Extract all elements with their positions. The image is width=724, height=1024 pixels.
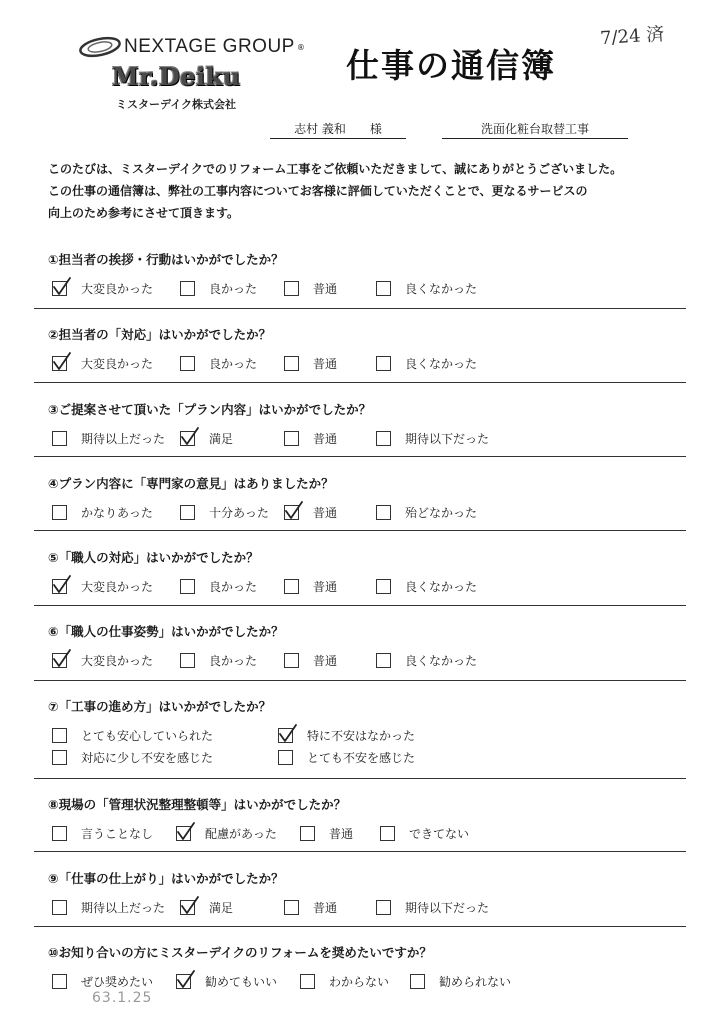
- question-label: ⑨「仕事の仕上がり」はいかがでしたか？: [48, 871, 284, 886]
- checkbox-unchecked[interactable]: [300, 826, 315, 841]
- option-label: 良くなかった: [405, 357, 478, 371]
- checkbox-unchecked[interactable]: [380, 826, 395, 841]
- question-label: ④プラン内容に「専門家の意見」はありましたか？: [48, 476, 334, 491]
- section-divider: [34, 605, 686, 606]
- question-label: ⑧現場の「管理状況整理整頓等」はいかがでしたか？: [48, 797, 347, 812]
- customer-name-field: 志村 義和 様: [270, 120, 406, 139]
- checkbox-unchecked[interactable]: [376, 579, 391, 594]
- checkbox-unchecked[interactable]: [52, 826, 67, 841]
- option-label: ぜひ奨めたい: [81, 975, 154, 989]
- option-checkbox-item[interactable]: [284, 504, 337, 521]
- option-label: 良かった: [209, 580, 258, 594]
- intro-line: この仕事の通信簿は、弊社の工事内容についてお客様に評価していただくことで、更なるサービスの: [48, 184, 588, 198]
- option-checkbox-item[interactable]: [278, 727, 415, 744]
- option-label: 普通: [313, 432, 338, 446]
- section-divider: [34, 530, 686, 531]
- checkbox-unchecked[interactable]: [284, 900, 299, 915]
- checkbox-unchecked[interactable]: [376, 900, 391, 915]
- option-checkbox-item[interactable]: [52, 727, 213, 744]
- option-label: 殆どなかった: [405, 506, 478, 520]
- option-label: 大変良かった: [81, 357, 154, 371]
- option-checkbox-item[interactable]: [376, 430, 489, 447]
- checkbox-unchecked[interactable]: [376, 356, 391, 371]
- option-checkbox-item[interactable]: [180, 280, 257, 297]
- section-divider: [34, 308, 686, 309]
- checkbox-unchecked[interactable]: [180, 356, 195, 371]
- option-checkbox-item[interactable]: [376, 504, 477, 521]
- option-label: 期待以上だった: [81, 901, 166, 915]
- question-label: ⑦「工事の進め方」はいかがでしたか？: [48, 699, 272, 714]
- checkbox-unchecked[interactable]: [180, 579, 195, 594]
- option-checkbox-item[interactable]: [52, 825, 153, 842]
- option-label: 普通: [313, 357, 338, 371]
- option-label: 普通: [313, 282, 338, 296]
- nextage-group-wordmark: NEXTAGE GROUP: [124, 36, 295, 57]
- checkbox-checked[interactable]: [52, 653, 67, 668]
- option-label: 勧めてもいい: [205, 975, 278, 989]
- section-divider: [34, 778, 686, 779]
- question-label: ②担当者の「対応」はいかがでしたか？: [48, 327, 272, 342]
- option-label: 普通: [313, 506, 338, 520]
- checkbox-unchecked[interactable]: [376, 505, 391, 520]
- checkbox-checked[interactable]: [52, 281, 67, 296]
- option-label: 勧められない: [439, 975, 512, 989]
- nextage-swoosh-icon: [78, 36, 122, 58]
- checkbox-checked[interactable]: [180, 431, 195, 446]
- option-checkbox-item[interactable]: [52, 652, 153, 669]
- option-checkbox-item[interactable]: [52, 504, 153, 521]
- option-label: 良かった: [209, 357, 258, 371]
- checkbox-checked[interactable]: [176, 826, 191, 841]
- question-label: ③ご提案させて頂いた「プラン内容」はいかがでしたか？: [48, 402, 372, 417]
- section-divider: [34, 382, 686, 383]
- checkbox-unchecked[interactable]: [410, 974, 425, 989]
- question-label: ⑥「職人の仕事姿勢」はいかがでしたか？: [48, 624, 284, 639]
- option-label: とても安心していられた: [81, 729, 214, 743]
- question-label: ⑩お知り合いの方にミスターデイクのリフォームを奨めたいですか？: [48, 945, 432, 960]
- option-label: 期待以上だった: [81, 432, 166, 446]
- checkbox-unchecked[interactable]: [52, 900, 67, 915]
- checkbox-unchecked[interactable]: [284, 281, 299, 296]
- checkbox-checked[interactable]: [278, 728, 293, 743]
- option-checkbox-item[interactable]: [376, 280, 477, 297]
- option-checkbox-item[interactable]: [52, 280, 153, 297]
- option-label: 十分あった: [209, 506, 269, 520]
- option-checkbox-item[interactable]: [52, 355, 153, 372]
- option-checkbox-item[interactable]: [176, 825, 277, 842]
- option-checkbox-item[interactable]: [284, 280, 337, 297]
- handwritten-note: 7/24 済: [599, 23, 665, 50]
- option-label: 良くなかった: [405, 282, 478, 296]
- checkbox-unchecked[interactable]: [52, 728, 67, 743]
- option-checkbox-item[interactable]: [380, 825, 469, 842]
- option-checkbox-item[interactable]: [52, 973, 153, 990]
- option-label: とても不安を感じた: [307, 751, 416, 765]
- checkbox-checked[interactable]: [284, 505, 299, 520]
- option-label: 言うことなし: [81, 827, 154, 841]
- option-checkbox-item[interactable]: [376, 652, 477, 669]
- intro-text: [48, 158, 668, 224]
- checkbox-unchecked[interactable]: [180, 281, 195, 296]
- project-name-field: 洗面化粧台取替工事: [442, 120, 628, 139]
- section-divider: [34, 456, 686, 457]
- checkbox-unchecked[interactable]: [180, 653, 195, 668]
- option-label: できてない: [409, 827, 470, 841]
- checkbox-checked[interactable]: [52, 579, 67, 594]
- option-checkbox-item[interactable]: [180, 430, 233, 447]
- section-divider: [34, 926, 686, 927]
- checkbox-unchecked[interactable]: [284, 653, 299, 668]
- option-label: 普通: [329, 827, 354, 841]
- option-label: 大変良かった: [81, 580, 154, 594]
- intro-line: このたびは、ミスターデイクでのリフォーム工事をご依頼いただきまして、誠にありがとうございました。: [48, 162, 623, 176]
- section-divider: [34, 680, 686, 681]
- option-label: 対応に少し不安を感じた: [81, 751, 214, 765]
- option-label: 満足: [209, 432, 234, 446]
- option-checkbox-item[interactable]: [180, 652, 257, 669]
- checkbox-unchecked[interactable]: [376, 431, 391, 446]
- option-checkbox-item[interactable]: [410, 973, 511, 990]
- option-checkbox-item[interactable]: [376, 899, 489, 916]
- option-checkbox-item[interactable]: [376, 578, 477, 595]
- option-checkbox-item[interactable]: [284, 652, 337, 669]
- faint-stamp: 63.1.25: [92, 990, 153, 1006]
- checkbox-unchecked[interactable]: [284, 356, 299, 371]
- checkbox-unchecked[interactable]: [300, 974, 315, 989]
- checkbox-unchecked[interactable]: [278, 750, 293, 765]
- option-checkbox-item[interactable]: [376, 355, 477, 372]
- option-checkbox-item[interactable]: [278, 749, 415, 766]
- option-checkbox-item[interactable]: [176, 973, 277, 990]
- option-checkbox-item[interactable]: [284, 899, 337, 916]
- section-divider: [34, 851, 686, 852]
- intro-line: 向上のため参考にさせて頂きます。: [48, 206, 240, 220]
- option-label: 普通: [313, 580, 338, 594]
- company-name: ミスターデイク株式会社: [116, 98, 237, 111]
- option-checkbox-item[interactable]: [180, 578, 257, 595]
- option-label: 大変良かった: [81, 282, 154, 296]
- nextage-group-logo: NEXTAGE GROUP ®: [78, 32, 305, 62]
- option-label: 大変良かった: [81, 654, 154, 668]
- checkbox-unchecked[interactable]: [376, 281, 391, 296]
- option-label: 良くなかった: [405, 580, 478, 594]
- option-label: 普通: [313, 901, 338, 915]
- option-checkbox-item[interactable]: [180, 504, 269, 521]
- option-checkbox-item[interactable]: [284, 578, 337, 595]
- option-checkbox-item[interactable]: [52, 749, 213, 766]
- checkbox-unchecked[interactable]: [52, 505, 67, 520]
- checkbox-unchecked[interactable]: [180, 505, 195, 520]
- option-label: 配慮があった: [205, 827, 277, 841]
- option-checkbox-item[interactable]: [284, 355, 337, 372]
- option-label: 満足: [209, 901, 234, 915]
- question-label: ⑤「職人の対応」はいかがでしたか？: [48, 550, 259, 565]
- option-label: 期待以下だった: [405, 432, 490, 446]
- option-label: 特に不安はなかった: [307, 729, 416, 743]
- checkbox-unchecked[interactable]: [52, 750, 67, 765]
- option-checkbox-item[interactable]: [300, 973, 389, 990]
- option-label: 良かった: [209, 654, 258, 668]
- checkbox-unchecked[interactable]: [52, 974, 67, 989]
- checkbox-checked[interactable]: [180, 900, 195, 915]
- option-checkbox-item[interactable]: [300, 825, 353, 842]
- checkbox-unchecked[interactable]: [284, 431, 299, 446]
- checkbox-checked[interactable]: [52, 356, 67, 371]
- option-label: 良かった: [209, 282, 258, 296]
- option-label: 良くなかった: [405, 654, 478, 668]
- option-label: 普通: [313, 654, 338, 668]
- option-checkbox-item[interactable]: [180, 355, 257, 372]
- question-label: ①担当者の挨拶・行動はいかがでしたか？: [48, 252, 284, 267]
- option-checkbox-item[interactable]: [180, 899, 233, 916]
- option-label: わからない: [329, 975, 390, 989]
- option-checkbox-item[interactable]: [52, 578, 153, 595]
- checkbox-unchecked[interactable]: [284, 579, 299, 594]
- option-checkbox-item[interactable]: [52, 899, 165, 916]
- checkbox-checked[interactable]: [176, 974, 191, 989]
- option-label: かなりあった: [81, 506, 153, 520]
- option-checkbox-item[interactable]: [284, 430, 337, 447]
- mr-deiku-logo: Mr.Deiku: [112, 62, 241, 91]
- option-checkbox-item[interactable]: [52, 430, 165, 447]
- checkbox-unchecked[interactable]: [376, 653, 391, 668]
- page-title: 仕事の通信簿: [346, 46, 556, 85]
- checkbox-unchecked[interactable]: [52, 431, 67, 446]
- option-label: 期待以下だった: [405, 901, 490, 915]
